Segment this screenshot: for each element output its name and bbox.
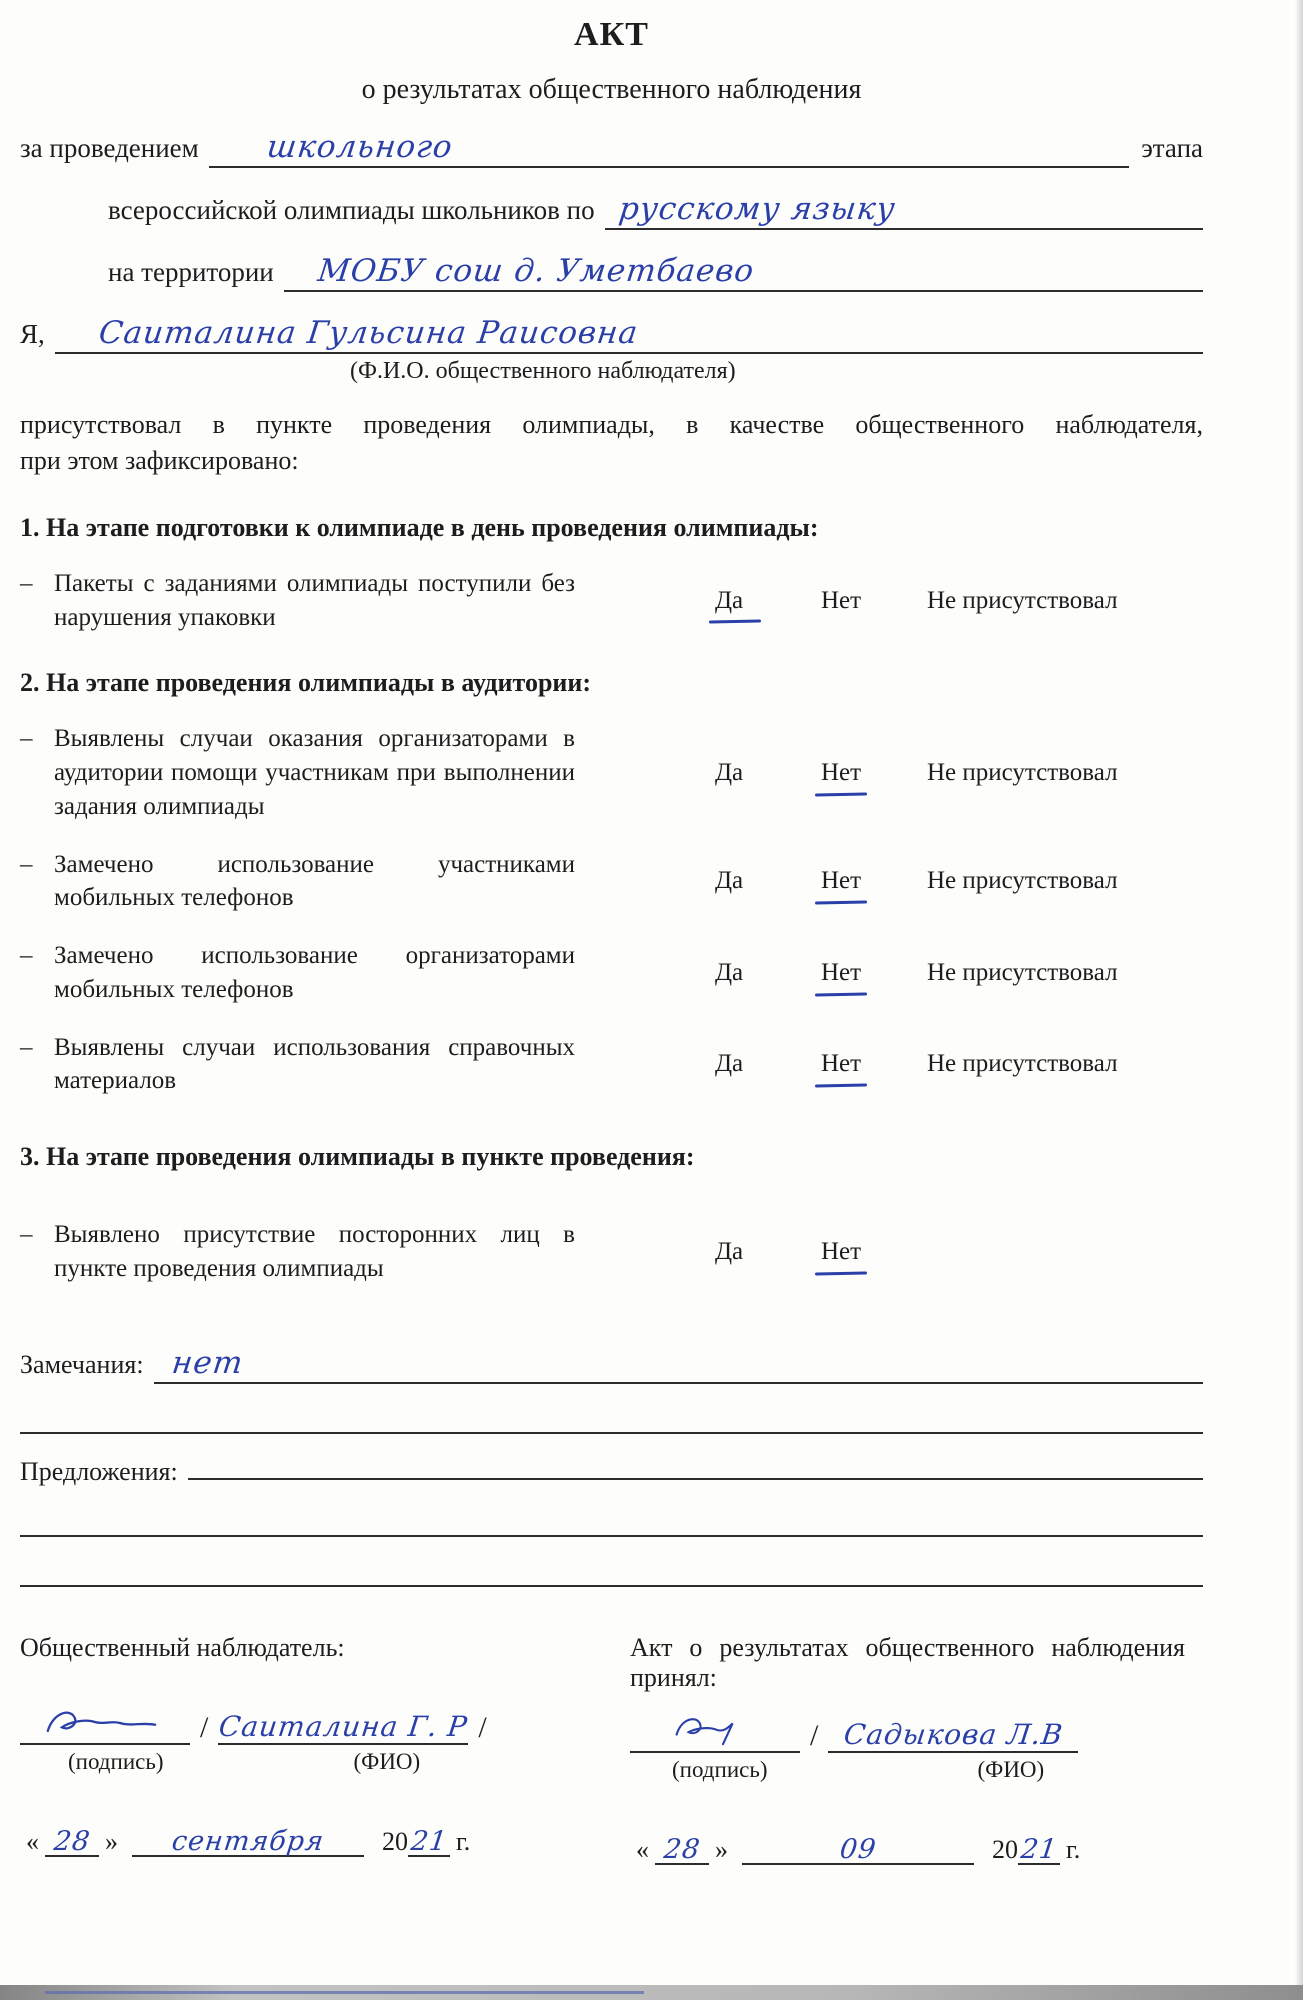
territory-line-prefix: на территории bbox=[108, 257, 274, 287]
question-text: Замечено использование организаторами мобильных телефонов bbox=[54, 942, 575, 1003]
answer-options bbox=[715, 756, 1203, 790]
subject-line bbox=[108, 191, 1203, 230]
year-suffix: г. bbox=[456, 1826, 471, 1856]
acceptor-signature-row bbox=[630, 1705, 1203, 1753]
scan-edge-bottom bbox=[0, 1985, 1303, 2000]
handwritten-day: 28 bbox=[661, 1833, 703, 1865]
question-row-reference-materials bbox=[20, 1031, 1203, 1099]
option-no: Нет bbox=[821, 1047, 927, 1081]
scan-ink-line bbox=[45, 1991, 644, 1994]
fio-caption: (ФИО) bbox=[977, 1756, 1045, 1782]
doc-subtitle: о результатах общественного наблюдения bbox=[361, 74, 862, 105]
option-no: Нет bbox=[821, 1235, 927, 1269]
option-no: Нет bbox=[821, 864, 927, 898]
option-yes: Да bbox=[715, 584, 821, 618]
observer-name-blank-line bbox=[55, 315, 1203, 354]
remarks-line bbox=[20, 1344, 1203, 1384]
answer-options bbox=[715, 1235, 1203, 1269]
signatures-block bbox=[20, 1633, 1203, 1865]
signature-caption: (подпись) bbox=[672, 1756, 768, 1782]
option-yes: Да bbox=[715, 867, 744, 895]
ruled-line bbox=[20, 1551, 1203, 1587]
handwritten-month: 09 bbox=[837, 1833, 879, 1865]
acceptor-date-row bbox=[630, 1835, 1203, 1865]
section-3-heading: 3. На этапе проведения олимпиады в пункте проведения: bbox=[20, 1142, 695, 1171]
observer-date-row bbox=[20, 1827, 605, 1857]
bullet-dash: – bbox=[20, 725, 33, 753]
acceptor-signature-area bbox=[630, 1707, 800, 1753]
intro-line-2: при этом зафиксировано: bbox=[20, 445, 299, 475]
day-blank bbox=[655, 1833, 709, 1865]
question-row-outsiders bbox=[20, 1218, 1203, 1286]
handwritten-month: сентября bbox=[170, 1825, 326, 1857]
bullet-dash: – bbox=[20, 1033, 33, 1061]
section-2-heading: 2. На этапе проведения олимпиады в аудитории: bbox=[20, 668, 592, 698]
stage-blank-line bbox=[209, 129, 1129, 168]
option-no: Нет bbox=[821, 956, 927, 990]
territory-line bbox=[108, 253, 1203, 292]
slash-separator: / bbox=[200, 1710, 209, 1744]
close-quote: » bbox=[715, 1834, 728, 1864]
month-blank bbox=[132, 1825, 364, 1857]
acceptor-fio-area bbox=[828, 1705, 1078, 1753]
question-text: Выявлены случаи использования справочных материалов bbox=[54, 1033, 575, 1095]
suggestions-blank-line bbox=[188, 1444, 1203, 1480]
ruled-line bbox=[20, 1398, 1203, 1434]
observer-fio-caption: (Ф.И.О. общественного наблюдателя) bbox=[350, 358, 736, 384]
observer-signature-area bbox=[20, 1699, 190, 1745]
option-absent: Не присутствовал bbox=[927, 759, 1118, 786]
observer-column-title: Общественный наблюдатель: bbox=[20, 1632, 345, 1662]
stage-line bbox=[20, 129, 1203, 168]
observer-fio-area bbox=[218, 1697, 468, 1745]
stage-line-prefix: за проведением bbox=[20, 133, 199, 163]
question-row-organizer-phones bbox=[20, 939, 1203, 1007]
option-yes: Да bbox=[715, 1237, 744, 1265]
option-absent: Не присутствовал bbox=[927, 958, 1118, 986]
open-quote: « bbox=[26, 1826, 39, 1856]
option-absent: Не присутствовал bbox=[927, 586, 1118, 614]
fio-caption: (ФИО) bbox=[353, 1748, 421, 1774]
section-1-heading: 1. На этапе подготовки к олимпиаде в день проведения олимпиады: bbox=[20, 512, 819, 542]
acceptor-caption-row bbox=[630, 1757, 1203, 1783]
handwritten-day: 28 bbox=[51, 1825, 93, 1857]
option-absent: Не присутствовал bbox=[927, 867, 1118, 895]
year-suffix: г. bbox=[1066, 1834, 1081, 1864]
close-quote: » bbox=[105, 1826, 118, 1856]
option-yes: Да bbox=[715, 958, 744, 986]
acceptor-signature-column bbox=[630, 1633, 1203, 1865]
answer-options bbox=[715, 1047, 1203, 1081]
remarks-blank-line bbox=[154, 1344, 1203, 1384]
slash-separator: / bbox=[478, 1710, 487, 1744]
observer-caption-row bbox=[20, 1749, 605, 1775]
option-no: Нет bbox=[821, 756, 927, 790]
scan-edge-right bbox=[1295, 0, 1303, 2000]
subject-blank-line bbox=[605, 191, 1203, 230]
option-yes: Да bbox=[715, 759, 744, 786]
acceptor-signature-icon bbox=[655, 1709, 775, 1753]
doc-title: АКТ bbox=[574, 16, 649, 53]
territory-handwritten-value: МОБУ сош д. Уметбаево bbox=[315, 253, 757, 289]
year-century: 20 bbox=[992, 1834, 1018, 1864]
question-text: Пакеты с заданиями олимпиады поступили без нарушения упаковки bbox=[54, 569, 575, 631]
subject-handwritten-value: русскому языку bbox=[616, 191, 898, 227]
bullet-dash: – bbox=[20, 569, 33, 597]
observer-name-line bbox=[20, 315, 1203, 354]
month-blank bbox=[742, 1833, 974, 1865]
acceptor-column-title: Акт о результатах общественного наблюдения принял: bbox=[630, 1632, 1185, 1692]
intro-paragraph bbox=[20, 407, 1203, 479]
answer-options bbox=[715, 956, 1203, 990]
handwritten-year: 21 bbox=[1018, 1833, 1060, 1865]
territory-blank-line bbox=[284, 253, 1203, 292]
intro-line-1: присутствовал в пункте проведения олимпиады, в качестве общественного наблюдателя, bbox=[20, 410, 1203, 439]
year-blank bbox=[1018, 1833, 1060, 1865]
open-quote: « bbox=[636, 1834, 649, 1864]
observer-signature-column bbox=[20, 1633, 605, 1865]
stage-line-suffix: этапа bbox=[1141, 133, 1203, 163]
option-absent: Не присутствовал bbox=[927, 1050, 1118, 1078]
observer-name-prefix: Я, bbox=[20, 319, 45, 349]
subject-line-prefix: всероссийской олимпиады школьников по bbox=[108, 195, 595, 225]
ruled-line bbox=[20, 1501, 1203, 1537]
question-text: Выявлены случаи оказания организаторами в аудитории помощи участникам при выполнении задания олимпиады bbox=[54, 725, 575, 820]
year-century: 20 bbox=[382, 1826, 408, 1856]
remarks-label: Замечания: bbox=[20, 1349, 144, 1379]
bullet-dash: – bbox=[20, 942, 33, 969]
question-text: Замечено использование участниками мобильных телефонов bbox=[54, 850, 575, 912]
handwritten-year: 21 bbox=[408, 1825, 450, 1857]
day-blank bbox=[45, 1825, 99, 1857]
observer-handwritten-fio: Саиталина Г. Р bbox=[217, 1709, 470, 1743]
option-no: Нет bbox=[821, 586, 862, 614]
question-row-participant-phones bbox=[20, 848, 1203, 916]
observer-signature-icon bbox=[30, 1701, 180, 1745]
slash-separator: / bbox=[810, 1718, 819, 1752]
signature-caption: (подпись) bbox=[68, 1748, 164, 1774]
remarks-handwritten-value: нет bbox=[169, 1344, 245, 1381]
question-row-packages bbox=[20, 567, 1203, 635]
observer-handwritten-name: Саиталина Гульсина Раисовна bbox=[96, 315, 641, 351]
stage-handwritten-value: школьного bbox=[264, 129, 455, 165]
answer-options bbox=[715, 864, 1203, 898]
year-blank bbox=[408, 1825, 450, 1857]
option-yes: Да bbox=[715, 1050, 744, 1078]
question-row-organizer-help bbox=[20, 722, 1203, 823]
question-text: Выявлено присутствие посторонних лиц в пункте проведения олимпиады bbox=[54, 1221, 575, 1282]
bullet-dash: – bbox=[20, 1221, 33, 1248]
observer-signature-row bbox=[20, 1697, 605, 1745]
bullet-dash: – bbox=[20, 850, 33, 878]
suggestions-label: Предложения: bbox=[20, 1456, 178, 1486]
suggestions-line bbox=[20, 1444, 1203, 1487]
acceptor-handwritten-fio: Садыкова Л.В bbox=[841, 1717, 1065, 1751]
answer-options bbox=[715, 584, 1203, 618]
